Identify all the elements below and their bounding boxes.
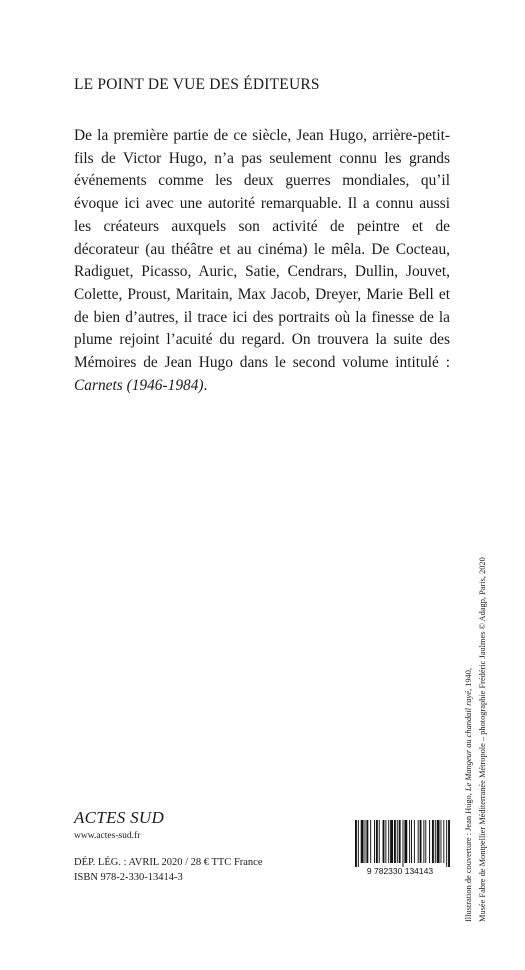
barcode-bar (420, 820, 422, 863)
barcode-bar (394, 820, 396, 863)
publisher-website: www.actes-sud.fr (74, 831, 141, 841)
barcode-bar (443, 820, 444, 863)
barcode-bar (441, 820, 442, 863)
credit-suffix: , 1940, (464, 668, 473, 692)
barcode-bar (370, 820, 371, 863)
barcode-bar (376, 820, 378, 863)
barcode-bar (365, 820, 366, 863)
legal-info (74, 855, 263, 885)
barcode-bar (361, 820, 364, 863)
barcode-bar (358, 820, 359, 867)
barcode-bar (403, 820, 404, 867)
barcode-bar (374, 820, 375, 863)
credit-artwork-title: Le Mangeur au chandail rayé (464, 691, 473, 792)
cover-credit-line-1 (462, 460, 476, 922)
legal-deposit-price: DÉP. LÉG. : AVRIL 2020 / 28 € TTC France (74, 857, 263, 868)
barcode-bar (432, 820, 434, 863)
barcode-graphic (345, 818, 455, 876)
blurb-paragraph (74, 125, 450, 397)
barcode-bar (414, 820, 415, 863)
cover-credit-rotated (462, 460, 489, 922)
barcode-bar (355, 820, 357, 867)
barcode-bar (385, 820, 386, 863)
barcode-bar (411, 820, 412, 863)
barcode-digits: 9 782330 134143 (366, 866, 434, 876)
barcode-bar (388, 820, 389, 863)
cover-credit (462, 460, 522, 960)
isbn: ISBN 978-2-330-13414-3 (74, 872, 183, 883)
sequel-title: Carnets (1946-1984) (74, 376, 204, 394)
barcode-bar (397, 820, 398, 863)
barcode-bar (446, 820, 447, 867)
barcode-bar (418, 820, 419, 863)
blurb-text: De la première partie de ce siècle, Jean Hugo, arrière-petit-fils de Victor Hugo, n’a pas seulement connu les grands événements comme les deux guerres mondiales, qu’il évoque ici avec une autorité remarquable. Il a connu aussi les créateurs auxquels son activité de peintre et de décorateur (au théâtre et au cinéma) le mêla. De Cocteau, Radiguet, Picasso, Auric, Satie, Cendrars, Dullin, Jouvet, Colette, Proust, Maritain, Max Jacob, Dreyer, Marie Bell et de bien d’autres, il trace ici des portraits où la finesse de la plume rejoint l’acuité du regard. On trouvera la suite des Mémoires de Jean Hugo dans le second volume intitulé : (74, 127, 450, 372)
page-title: LE POINT DE VUE DES ÉDITEURS (74, 76, 320, 93)
barcode-bar (437, 820, 440, 863)
barcode-bar (383, 820, 385, 863)
barcode-bar (379, 820, 380, 863)
publisher-logo: ACTES SUD (74, 808, 165, 827)
barcode-bar (390, 820, 393, 863)
barcode-bar (425, 820, 426, 863)
barcode-bar (429, 820, 430, 863)
barcode-bar (404, 820, 407, 863)
barcode (345, 818, 455, 876)
barcode-bar (423, 820, 424, 863)
cover-credit-line-2: Musée Fabre de Montpellier Méditerranée Métropole – photographie Frédéric Jaulmes © Adagp, Paris, 2020 (477, 557, 487, 922)
barcode-bar (409, 820, 410, 863)
barcode-bar (448, 820, 450, 867)
barcode-bar (435, 820, 436, 863)
blurb-end-punctuation: . (203, 376, 208, 394)
barcode-bars (355, 820, 450, 867)
credit-prefix: Illustration de couverture : Jean Hugo, (464, 793, 473, 922)
barcode-bar (399, 820, 401, 863)
barcode-bar (366, 820, 368, 863)
